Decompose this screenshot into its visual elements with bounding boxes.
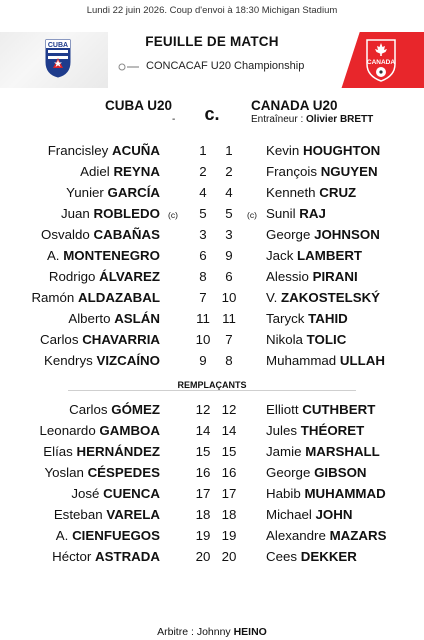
- home-player: [40, 332, 160, 347]
- home-player-last-name: VIZCAÍNO: [96, 353, 160, 368]
- away-player: [266, 465, 367, 480]
- away-player: [266, 332, 346, 347]
- substitutes-list: [0, 400, 424, 568]
- away-team-name: CANADA U20: [251, 98, 338, 113]
- divider: [68, 390, 356, 391]
- cuba-crest-text: CUBA: [47, 42, 69, 49]
- home-shirt-number: 19: [195, 528, 211, 543]
- home-player: [80, 164, 160, 179]
- sheet-title: FEUILLE DE MATCH: [145, 34, 279, 49]
- home-player: [69, 402, 160, 417]
- away-player: [266, 248, 362, 263]
- home-player-first-name: Yunier: [66, 185, 104, 200]
- away-player: [266, 311, 348, 326]
- away-shirt-number: 10: [221, 290, 237, 305]
- away-player-first-name: Jules: [266, 423, 298, 438]
- home-player-first-name: José: [71, 486, 100, 501]
- away-player-last-name: MARSHALL: [305, 444, 380, 459]
- concacaf-logo-icon: [118, 63, 140, 71]
- away-player: [266, 549, 357, 564]
- home-player: [71, 486, 160, 501]
- lineup-row: [0, 547, 424, 568]
- away-shirt-number: 8: [225, 353, 233, 368]
- home-player-last-name: ACUÑA: [111, 143, 160, 158]
- lineup-row: [0, 162, 424, 183]
- home-player-first-name: Carlos: [69, 402, 108, 417]
- home-player-first-name: Ramón: [31, 290, 75, 305]
- home-shirt-number: 11: [196, 311, 210, 326]
- home-player: [44, 353, 160, 368]
- away-shirt-number: 18: [221, 507, 237, 522]
- home-player: [68, 311, 160, 326]
- home-player-first-name: A.: [46, 248, 60, 263]
- away-player-first-name: Elliott: [266, 402, 299, 417]
- away-shirt-number: 11: [222, 311, 236, 326]
- match-header: [0, 30, 424, 92]
- away-player-last-name: LAMBERT: [297, 248, 363, 263]
- away-player: [266, 507, 352, 522]
- home-shirt-number: 4: [199, 185, 207, 200]
- away-shirt-number: 20: [221, 549, 237, 564]
- referee-label: Arbitre :: [157, 626, 197, 638]
- lineup-row: [0, 309, 424, 330]
- home-player: [56, 528, 160, 543]
- home-captain-mark: (c): [168, 210, 178, 220]
- away-player: [266, 290, 380, 305]
- away-player-last-name: GIBSON: [314, 465, 367, 480]
- lineup-row: [0, 421, 424, 442]
- competition-name: CONCACAF U20 Championship: [146, 60, 305, 72]
- away-player-last-name: CUTHBERT: [302, 402, 376, 417]
- home-team-name: CUBA U20: [104, 98, 172, 113]
- away-player-first-name: Alexandre: [266, 528, 326, 543]
- home-player: [41, 227, 160, 242]
- versus-label: c.: [204, 104, 220, 124]
- away-player: [266, 353, 385, 368]
- away-player-last-name: ULLAH: [339, 353, 385, 368]
- away-player-first-name: Alessio: [266, 269, 309, 284]
- away-player: [266, 486, 386, 501]
- lineup-row: [0, 225, 424, 246]
- home-player-last-name: MONTENEGRO: [63, 248, 160, 263]
- away-player-last-name: TAHID: [308, 311, 348, 326]
- away-player-last-name: HOUGHTON: [302, 143, 381, 158]
- lineup-row: [0, 183, 424, 204]
- home-player-last-name: REYNA: [113, 164, 160, 179]
- lineup-row: [0, 442, 424, 463]
- away-shirt-number: 5: [225, 206, 233, 221]
- home-shirt-number: 2: [199, 164, 207, 179]
- away-player-last-name: JOHN: [315, 507, 353, 522]
- away-player-first-name: Michael: [266, 507, 312, 522]
- away-player-first-name: Kevin: [266, 143, 300, 158]
- home-player: [66, 185, 160, 200]
- home-shirt-number: 12: [195, 402, 211, 417]
- away-shirt-number: 3: [225, 227, 233, 242]
- home-player-last-name: CIENFUEGOS: [72, 528, 160, 543]
- home-shirt-number: 3: [199, 227, 207, 242]
- home-shirt-number: 9: [199, 353, 207, 368]
- away-shirt-number: 17: [221, 486, 237, 501]
- away-player: [266, 143, 380, 158]
- home-player-last-name: ALDAZABAL: [78, 290, 160, 305]
- lineup-row: [0, 204, 424, 225]
- home-shirt-number: 20: [195, 549, 211, 564]
- away-badge: [320, 32, 424, 88]
- substitutes-heading: REMPLAÇANTS: [177, 380, 247, 390]
- away-shirt-number: 12: [221, 402, 237, 417]
- referee-first-name: Johnny: [196, 626, 231, 638]
- home-player-last-name: CÉSPEDES: [87, 465, 160, 480]
- home-player: [47, 248, 160, 263]
- away-shirt-number: 9: [225, 248, 233, 263]
- home-player-first-name: Adiel: [80, 164, 110, 179]
- home-player-first-name: Alberto: [68, 311, 111, 326]
- home-player: [52, 549, 160, 564]
- home-shirt-number: 1: [199, 143, 207, 158]
- home-player: [54, 507, 160, 522]
- home-player-first-name: Yoslan: [44, 465, 84, 480]
- home-player-first-name: Juan: [60, 206, 90, 221]
- home-player-last-name: HERNÁNDEZ: [76, 444, 160, 459]
- home-player: [43, 444, 160, 459]
- away-player-first-name: François: [266, 164, 317, 179]
- home-player-last-name: CHAVARRIA: [82, 332, 160, 347]
- lineup-row: [0, 505, 424, 526]
- away-player-first-name: V.: [266, 290, 278, 305]
- away-player-last-name: DEKKER: [300, 549, 357, 564]
- lineup-row: [0, 141, 424, 162]
- away-shirt-number: 2: [225, 164, 233, 179]
- away-player-last-name: ZAKOSTELSKÝ: [281, 290, 381, 305]
- home-player-first-name: Francisley: [47, 143, 109, 158]
- away-player: [266, 206, 326, 221]
- home-player-last-name: ÁLVAREZ: [99, 269, 160, 284]
- away-shirt-number: 4: [225, 185, 233, 200]
- home-shirt-number: 17: [195, 486, 211, 501]
- home-player-last-name: GÓMEZ: [111, 402, 160, 417]
- away-player-first-name: Jamie: [266, 444, 302, 459]
- home-player-last-name: ASLÁN: [114, 311, 160, 326]
- away-player-last-name: RAJ: [299, 206, 326, 221]
- away-player-first-name: Nikola: [266, 332, 303, 347]
- away-player-first-name: Muhammad: [266, 353, 337, 368]
- home-player-last-name: ROBLEDO: [93, 206, 160, 221]
- home-shirt-number: 16: [195, 465, 211, 480]
- away-captain-mark: (c): [247, 210, 257, 220]
- away-player-last-name: NGUYEN: [320, 164, 378, 179]
- away-player-first-name: Kenneth: [266, 185, 316, 200]
- referee-last-name: HEINO: [233, 626, 267, 638]
- home-player-first-name: Héctor: [52, 549, 92, 564]
- home-shirt-number: 7: [199, 290, 207, 305]
- away-shirt-number: 19: [221, 528, 237, 543]
- home-shirt-number: 6: [199, 248, 207, 263]
- lineup-row: [0, 288, 424, 309]
- away-shirt-number: 16: [221, 465, 237, 480]
- away-player: [266, 402, 375, 417]
- home-player: [61, 206, 160, 221]
- home-player: [40, 423, 160, 438]
- home-player-first-name: Rodrigo: [48, 269, 96, 284]
- coach-name: Olivier BRETT: [306, 114, 374, 125]
- away-shirt-number: 6: [225, 269, 233, 284]
- lineup-row: [0, 246, 424, 267]
- away-player: [266, 444, 380, 459]
- home-player-last-name: CUENCA: [103, 486, 160, 501]
- away-player-first-name: Taryck: [266, 311, 305, 326]
- home-player-last-name: VARELA: [106, 507, 160, 522]
- away-player: [266, 528, 386, 543]
- home-shirt-number: 5: [199, 206, 207, 221]
- home-shirt-number: 14: [195, 423, 211, 438]
- away-player-last-name: PIRANI: [312, 269, 358, 284]
- home-player: [49, 269, 160, 284]
- away-player-last-name: THÉORET: [300, 423, 365, 438]
- home-player-first-name: Kendrys: [43, 353, 93, 368]
- away-shirt-number: 1: [225, 143, 233, 158]
- home-shirt-number: 18: [195, 507, 211, 522]
- away-shirt-number: 14: [221, 423, 237, 438]
- away-player-last-name: JOHNSON: [314, 227, 380, 242]
- away-player-last-name: MAZARS: [329, 528, 387, 543]
- away-player-first-name: Cees: [266, 549, 298, 564]
- home-player-last-name: GARCÍA: [107, 185, 160, 200]
- away-player: [266, 269, 358, 284]
- match-info: Lundi 22 juin 2026. Coup d'envoi à 18:30 Michigan Stadium: [86, 5, 338, 16]
- away-player-first-name: Jack: [266, 248, 294, 263]
- home-player-first-name: Elías: [43, 444, 73, 459]
- canada-crest-icon: [364, 38, 398, 82]
- home-player-first-name: Osvaldo: [41, 227, 90, 242]
- away-player-first-name: George: [266, 465, 311, 480]
- home-player-first-name: Esteban: [53, 507, 103, 522]
- lineup-row: [0, 267, 424, 288]
- lineup-row: [0, 330, 424, 351]
- home-player: [31, 290, 160, 305]
- home-shirt-number: 8: [199, 269, 207, 284]
- lineup-row: [0, 463, 424, 484]
- home-shirt-number: 10: [195, 332, 211, 347]
- home-player-last-name: ASTRADA: [94, 549, 160, 564]
- away-player: [266, 164, 378, 179]
- away-player-first-name: Habib: [266, 486, 301, 501]
- away-shirt-number: 7: [225, 332, 233, 347]
- home-coach: -: [172, 114, 176, 125]
- away-coach: [251, 114, 373, 125]
- home-player: [48, 143, 160, 158]
- away-shirt-number: 15: [221, 444, 237, 459]
- away-player-last-name: MUHAMMAD: [304, 486, 386, 501]
- away-player-first-name: Sunil: [266, 206, 296, 221]
- lineup-row: [0, 351, 424, 372]
- home-player-first-name: Carlos: [40, 332, 79, 347]
- away-player-last-name: TOLIC: [306, 332, 347, 347]
- away-player: [266, 227, 380, 242]
- away-player-last-name: CRUZ: [319, 185, 357, 200]
- away-player: [266, 423, 364, 438]
- home-shirt-number: 15: [195, 444, 211, 459]
- starters-list: [0, 141, 424, 372]
- away-player-first-name: George: [266, 227, 311, 242]
- away-player: [266, 185, 356, 200]
- lineup-row: [0, 484, 424, 505]
- home-player-first-name: Leonardo: [39, 423, 96, 438]
- lineup-row: [0, 400, 424, 421]
- canada-crest-text: CANADA: [366, 59, 396, 66]
- home-player-first-name: A.: [55, 528, 69, 543]
- coach-label: Entraîneur :: [251, 114, 307, 125]
- lineup-row: [0, 526, 424, 547]
- referee-line: [0, 626, 424, 638]
- home-player-last-name: GAMBOA: [99, 423, 160, 438]
- home-player-last-name: CABAÑAS: [93, 227, 160, 242]
- home-player: [44, 465, 160, 480]
